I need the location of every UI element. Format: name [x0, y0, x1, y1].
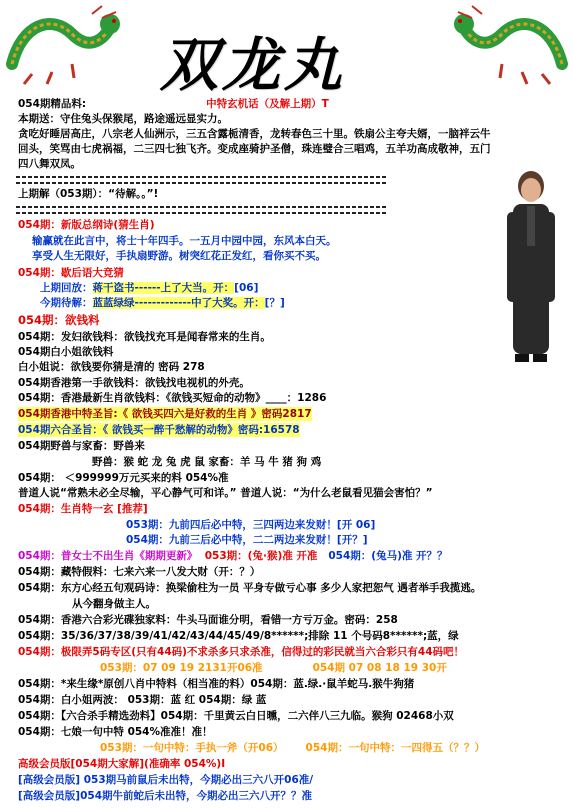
header	[0, 0, 574, 99]
text-line: 054期：香港最新生肖欲钱料：《欲钱买短命的动物》____：1286	[18, 392, 327, 404]
riddle-line: 今期待解：蓝蓝绿绿-------------中了大奖。开：[？]	[40, 297, 285, 309]
dragon-icon	[452, 4, 572, 90]
text-line: 054期：*来生缘*原创八肖中特料（相当准的料）054期：蓝.绿.·鼠羊蛇马.猴牛狗猪	[18, 678, 415, 690]
vip-line: [高级会员版] 053期马前鼠后未出特，今期必出三六八开06准/	[18, 774, 314, 786]
vip-line: 高级会员版[054期大家解](准确率 054%)I	[18, 758, 226, 770]
divider	[16, 182, 388, 184]
section-heading: 054期：歇后语大竞猜	[18, 267, 124, 279]
text-line: 从今翻身做主人。	[72, 598, 156, 610]
text-line: 054期：香港六合彩光碟独家料：牛头马面谁分明，看错一方亏万金。密码：258	[18, 614, 398, 626]
person-portrait-icon	[489, 168, 573, 368]
text-line: 053期：一句中特：手执一斧（开06） 054期：一句中特：一四得五（？？）	[100, 742, 485, 754]
last-period: 上期解（053期）：“待解。。”!	[18, 188, 159, 200]
poem-line: 输赢就在此言中，将士十年四手。一五月中园中园，东风本白天。	[32, 235, 337, 247]
text-line: 野兽：猴 蛇 龙 兔 虎 鼠 家畜：羊 马 牛 猪 狗 鸡	[92, 456, 322, 468]
text-line: 054期六合圣旨：《 欲钱买一醉千愁解的动物》密码:16578	[18, 424, 300, 436]
text-line: 054期：七娘一句中特 054%准准！准！	[18, 726, 213, 738]
page-title: 双龙丸	[160, 31, 347, 99]
text-line: 054期：【六合杀手精选劲料】054期：千里黄云白日曛，二六伴八三九临。猴狗 02468小双	[18, 710, 454, 722]
text-line: 054期香港第一手欲钱料：欲钱找电视机的外壳。	[18, 377, 250, 389]
intro-line: 四八舞双凤。	[18, 158, 81, 170]
text-line: 054期野兽与家畜：野兽来	[18, 440, 145, 452]
text-line: 053期：07 09 19 2131开06准 054期 07 08 18 19 30开	[100, 662, 447, 674]
text-line: 054期：普女士不出生肖《期期更新》 053期：(兔·猴)准 开准 054期：(兔马)准 开？？	[18, 550, 448, 562]
text-line: 054期：藏特假料：七来六来一八发大财（开：？）	[18, 566, 261, 578]
text-line: 普道人说“常熟未必全尽输，平心静气可和详。” 普道人说：“为什么老鼠看见猫会害怕？”	[18, 487, 433, 499]
section-heading: 054期：欲钱料	[18, 313, 100, 327]
section-heading: 054期：生肖特一玄 [推荐]	[18, 503, 148, 515]
intro-line: 本期送：守住兔头保猴尾，路途遥远显实力。	[18, 113, 228, 125]
text-line: 054期白小姐欲钱料	[18, 346, 114, 358]
text-line: 053期：九前四后必中特，三四两边来发财！[开 06]	[126, 519, 376, 531]
poem-line: 享受人生无限好，手执扇野游。树突红花正发红，看你买不买。	[32, 250, 326, 262]
text-line: 054期：极限弄5码专区(只有44码)不求杀多只求杀准，信得过的彩民就当六合彩只有44码吧！	[18, 646, 465, 658]
divider	[16, 176, 388, 178]
text-line: 白小姐说：欲钱要你猜是清的 密码 278	[18, 361, 205, 373]
dragon-icon	[2, 4, 122, 90]
section-heading: 054期：新版总纲诗(猜生肖)	[18, 219, 155, 231]
text-line: 054期：35/36/37/38/39/41/42/43/44/45/49/8******;排除 11 个号码8******;蓝，绿	[18, 630, 459, 642]
vip-line: [高级会员版]054期牛前蛇后未出特，今期必出三六八开？？准	[18, 790, 313, 802]
divider	[16, 212, 388, 214]
text-line: 054期： ＜999999万元买来的料 054%准	[18, 472, 229, 484]
riddle-line: 上期回放：蒋干盗书------上了大当。开：[06]	[40, 282, 259, 294]
intro-line: 贪吃好睡居高庄，八宗老人仙洲示，三五含露栀清香，龙转春色三十里。铁扇公主夸夫婿，一脑袢云牛	[18, 128, 491, 140]
intro-line: 回头，笑骂由七虎祸福，二三四七独飞齐。变成座骑护圣僧，珠连璧合三唱鸡，五羊功高成敬神，五门	[18, 143, 491, 155]
text-line: 054期：九前三后必中特，二二两边来发财！[开？]	[126, 534, 368, 546]
intro-line: 054期精品料: 中特玄机话（及解上期）T	[18, 98, 329, 110]
text-line: 054期：发妇欲钱料：欲钱找充耳是闻春常来的生肖。	[18, 331, 271, 343]
text-line: 054期：东方心经五句观码诗：换梁偷柱为一员 平身专做亏心事 多少人家把恕气 遇者举手我揽逃。	[18, 582, 482, 594]
divider	[16, 206, 388, 208]
text-line: 054期：白小姐两波： 053期：蓝 红 054期：绿 蓝	[18, 694, 267, 706]
text-line: 054期香港中特圣旨:《 欲钱买四六是好救的生肖 》密码2817	[18, 408, 312, 420]
